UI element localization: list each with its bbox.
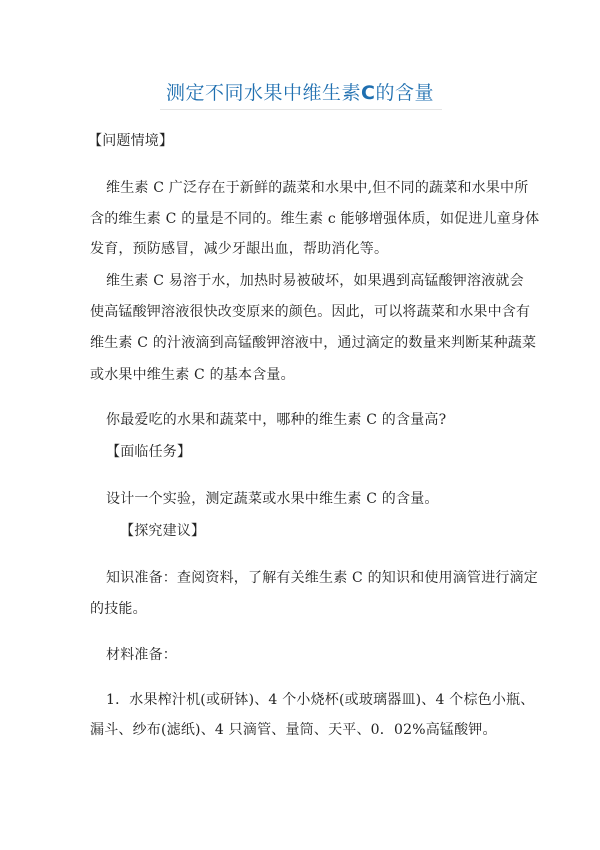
question-text: 你最爱吃的水果和蔬菜中，哪种的维生素 C 的含量高? — [106, 412, 447, 428]
materials-heading: 材料准备： — [106, 647, 177, 663]
page-title — [0, 78, 600, 105]
title-divider — [160, 109, 442, 110]
task-text: 设计一个实验，测定蔬菜或水果中维生素 C 的含量。 — [106, 491, 439, 507]
knowledge-line1: 知识准备：查阅资料，了解有关维生素 C 的知识和使用滴管进行滴定 — [106, 570, 539, 586]
para2-line3: 维生素 C 的汁液滴到高锰酸钾溶液中，通过滴定的数量来判断某种蔬菜 — [90, 335, 537, 351]
materials-line2: 漏斗、纱布(滤纸)、4 只滴管、量筒、天平、0．02%高锰酸钾。 — [90, 722, 497, 738]
materials-line1: 1．水果榨汁机(或研钵)、4 个小烧杯(或玻璃器皿)、4 个棕色小瓶、 — [106, 692, 535, 708]
para1-line1: 维生素 C 广泛存在于新鲜的蔬菜和水果中,但不同的蔬菜和水果中所 — [106, 180, 529, 196]
task-heading: 【面临任务】 — [106, 444, 192, 460]
para2-line4: 或水果中维生素 C 的基本含量。 — [90, 367, 295, 383]
para1-line2: 含的维生素 C 的量是不同的。维生素 c 能够增强体质，如促进儿童身体 — [90, 211, 540, 227]
explore-heading: 【探究建议】 — [120, 523, 206, 539]
para1-line3: 发育，预防感冒，减少牙龈出血，帮助消化等。 — [90, 241, 389, 257]
para2-line1: 维生素 C 易溶于水，加热时易被破坏，如果遇到高锰酸钾溶液就会 — [106, 273, 524, 289]
title-prefix: 测定不同水果中维生素 — [166, 82, 362, 104]
problem-heading: 【问题情境】 — [88, 133, 174, 149]
knowledge-line2: 的技能。 — [90, 601, 147, 617]
title-suffix: 的含量 — [375, 82, 434, 104]
title-letter-c: C — [361, 82, 376, 104]
para2-line2: 使高锰酸钾溶液很快改变原来的颜色。因此，可以将蔬菜和水果中含有 — [90, 304, 531, 320]
